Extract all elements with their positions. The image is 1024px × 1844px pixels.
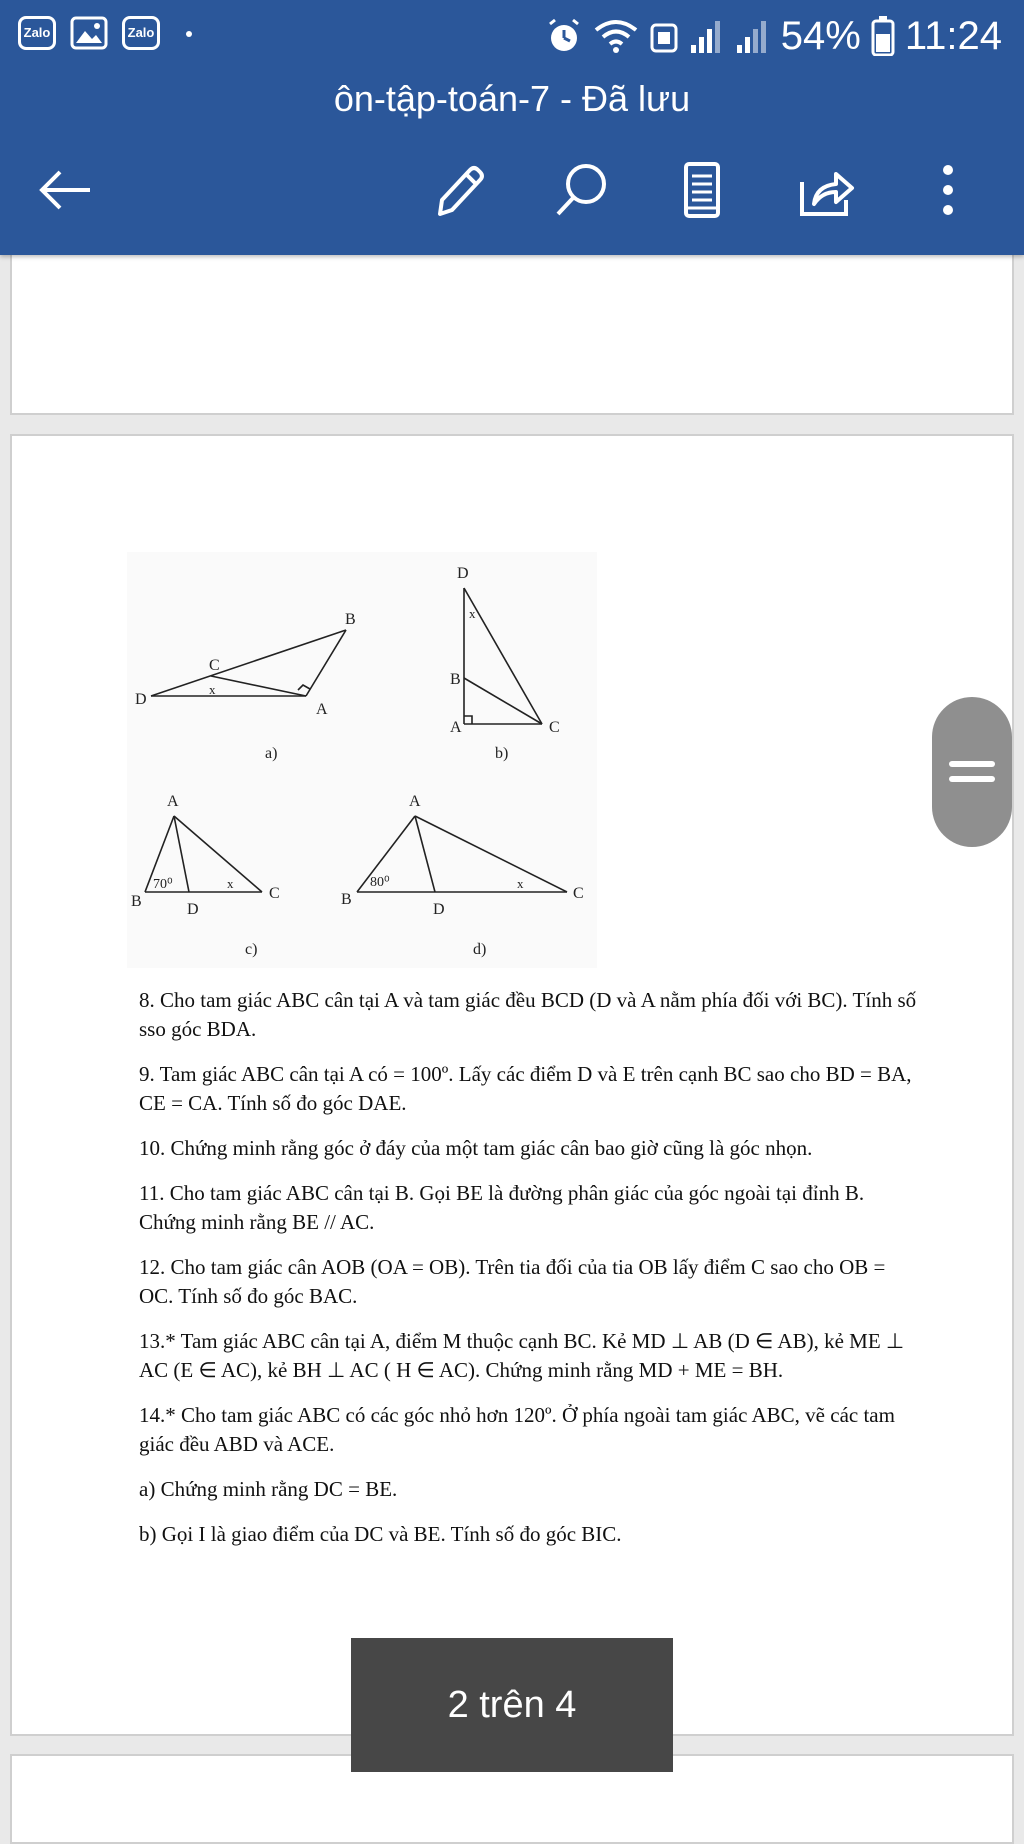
volte-icon: [649, 17, 679, 55]
more-notifications-dot-icon: [186, 31, 192, 37]
document-title: ôn-tập-toán-7 - Đã lưu: [333, 78, 691, 119]
zalo-notification-icon: Zalo: [122, 16, 160, 50]
fig-c-label-a: A: [167, 793, 179, 810]
exercise-8: 8. Cho tam giác ABC cân tại A và tam giác đều BCD (D và A nằm phía đối với BC). Tính số sso góc BDA.: [139, 988, 917, 1041]
fig-a-label-d: D: [135, 691, 147, 708]
fig-a-label-b: B: [345, 611, 356, 628]
fig-c-label-d: D: [187, 901, 199, 918]
wifi-icon: [593, 17, 639, 55]
battery-icon: [871, 16, 895, 56]
status-bar: [0, 0, 1024, 72]
exercise-14: 14.* Cho tam giác ABC có các góc nhỏ hơn 120º. Ở phía ngoài tam giác ABC, vẽ các tam giác đều ABD và ACE.: [139, 1403, 895, 1456]
fig-d-label-d: D: [433, 901, 445, 918]
fig-a-label-c: C: [209, 657, 220, 674]
gallery-notification-icon: [70, 16, 108, 50]
fig-a-label-a: A: [316, 701, 328, 718]
search-icon[interactable]: [552, 160, 612, 220]
fig-b-label-x: x: [469, 606, 476, 621]
signal-strength-icon: [735, 17, 771, 55]
fig-c-caption: c): [245, 941, 258, 958]
geometry-figure: [127, 552, 597, 968]
fig-c-label-x: x: [227, 876, 234, 891]
fig-c-label-c: C: [269, 885, 280, 902]
fig-b-caption: b): [495, 745, 509, 762]
fig-b-label-c: C: [549, 719, 560, 736]
status-indicators: [545, 10, 1002, 62]
reading-view-icon[interactable]: [672, 160, 732, 220]
clock: 11:24: [904, 13, 1002, 58]
fig-a-caption: a): [265, 745, 278, 762]
fig-b-label-a: A: [450, 719, 462, 736]
previous-page: [10, 230, 1014, 415]
exercise-14b: b) Gọi I là giao điểm của DC và BE. Tính số đo góc BIC.: [139, 1522, 622, 1546]
fig-d-caption: d): [473, 941, 487, 958]
exercise-12: 12. Cho tam giác cân AOB (OA = OB). Trên tia đối của tia OB lấy điểm C sao cho OB = OC. Tính số đo góc BAC.: [139, 1255, 886, 1308]
fig-d-label-a: A: [409, 793, 421, 810]
exercise-10: 10. Chứng minh rằng góc ở đáy của một tam giác cân bao giờ cũng là góc nhọn.: [139, 1136, 813, 1160]
fig-d-label-c: C: [573, 885, 584, 902]
page-indicator: 2 trên 4: [351, 1638, 673, 1772]
fig-d-angle: 80⁰: [370, 875, 390, 890]
alarm-icon: [545, 17, 583, 55]
exercise-list: [139, 986, 919, 1565]
more-options-icon[interactable]: [918, 160, 978, 220]
scroll-handle[interactable]: [932, 697, 1012, 847]
exercise-14a: a) Chứng minh rằng DC = BE.: [139, 1477, 398, 1501]
edit-pencil-icon[interactable]: [428, 160, 488, 220]
fig-c-angle: 70⁰: [153, 877, 173, 892]
document-page: [10, 434, 1014, 1736]
signal-strength-icon: [689, 17, 725, 55]
handle-grip-line: [949, 761, 995, 767]
zalo-notification-icon: Zalo: [18, 16, 56, 50]
exercise-9: 9. Tam giác ABC cân tại A có = 100º. Lấy các điểm D và E trên cạnh BC sao cho BD = BA, CE = CA. Tính số đo góc DAE.: [139, 1062, 912, 1115]
fig-b-label-b: B: [450, 671, 461, 688]
back-arrow-icon[interactable]: [36, 160, 96, 220]
fig-d-label-b: B: [341, 891, 352, 908]
battery-percent: 54%: [780, 13, 861, 58]
handle-grip-line: [949, 776, 995, 782]
exercise-11: 11. Cho tam giác ABC cân tại B. Gọi BE là đường phân giác của góc ngoài tại đỉnh B. Chứng minh rằng BE // AC.: [139, 1181, 865, 1234]
fig-d-label-x: x: [517, 876, 524, 891]
fig-a-label-x: x: [209, 682, 216, 697]
fig-b-label-d: D: [457, 565, 469, 582]
fig-c-label-b: B: [131, 893, 142, 910]
exercise-13: 13.* Tam giác ABC cân tại A, điểm M thuộc cạnh BC. Kẻ MD ⊥ AB (D ∈ AB), kẻ ME ⊥ AC (E ∈ AC), kẻ BH ⊥ AC ( H ∈ AC). Chứng minh rằng MD + ME = BH.: [139, 1329, 905, 1382]
app-bar: [0, 0, 1024, 255]
share-icon[interactable]: [796, 160, 856, 220]
